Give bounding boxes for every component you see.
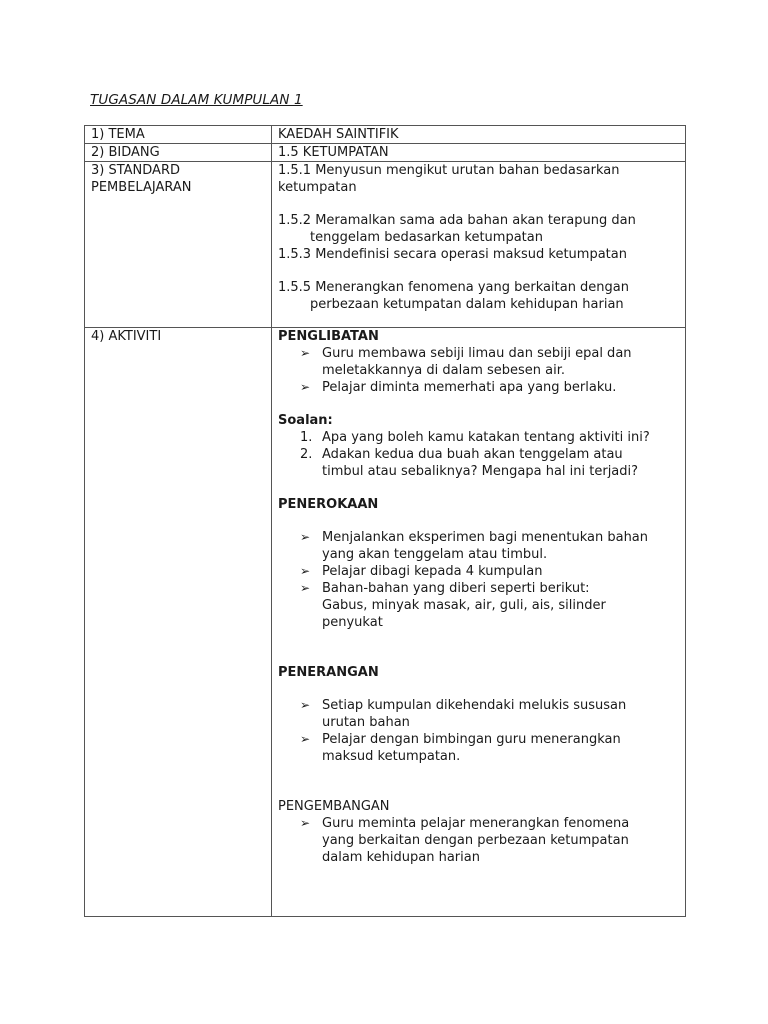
heading-pengembangan: PENGEMBANGAN <box>278 799 390 814</box>
heading-soalan: Soalan: <box>278 413 333 428</box>
list-item-text: yang akan tenggelam atau timbul. <box>322 547 548 562</box>
list-number: 2. <box>300 447 313 462</box>
list-item <box>300 815 679 866</box>
value-tema: KAEDAH SAINTIFIK <box>272 126 686 144</box>
heading-penerokaan: PENEROKAAN <box>278 497 379 512</box>
list-item-text: Guru meminta pelajar menerangkan fenomena <box>322 816 630 831</box>
list-item <box>300 446 679 480</box>
list-item-text: Bahan-bahan yang diberi seperti berikut: <box>322 581 590 596</box>
list-item-text: Guru membawa sebiji limau dan sebiji epal dan <box>322 346 632 361</box>
penerokaan-list <box>278 529 679 631</box>
standard-item: 1.5.3 Mendefinisi secara operasi maksud ketumpatan <box>278 247 627 262</box>
label-aktiviti: 4) AKTIVITI <box>85 328 272 917</box>
activity-content <box>272 328 686 917</box>
arrow-bullet-icon: ➢ <box>300 564 311 578</box>
standard-item-cont: ketumpatan <box>278 180 357 195</box>
list-item-text: Menjalankan eksperimen bagi menentukan bahan <box>322 530 649 545</box>
list-number: 1. <box>300 430 313 445</box>
list-item-text: Gabus, minyak masak, air, guli, ais, silinder <box>322 598 606 613</box>
list-item <box>300 563 679 580</box>
lesson-plan-table <box>84 125 686 917</box>
arrow-bullet-icon: ➢ <box>300 380 311 394</box>
penerangan-list <box>278 697 679 765</box>
standard-item: 1.5.5 Menerangkan fenomena yang berkaitan dengan <box>278 280 630 295</box>
arrow-bullet-icon: ➢ <box>300 581 311 595</box>
list-item <box>300 697 679 731</box>
list-item <box>300 529 679 563</box>
list-item <box>300 345 679 379</box>
heading-penerangan: PENERANGAN <box>278 665 379 680</box>
list-item-text: Pelajar dengan bimbingan guru menerangkan <box>322 732 621 747</box>
standard-list <box>272 162 686 328</box>
list-item <box>300 580 679 631</box>
table-row-aktiviti <box>85 328 686 917</box>
standard-item: 1.5.1 Menyusun mengikut urutan bahan bedasarkan <box>278 163 620 178</box>
list-item-text: Apa yang boleh kamu katakan tentang aktiviti ini? <box>322 430 650 445</box>
label-standard-line2: PEMBELAJARAN <box>91 180 192 195</box>
list-item-text: maksud ketumpatan. <box>322 749 461 764</box>
list-item-text: timbul atau sebaliknya? Mengapa hal ini terjadi? <box>322 464 639 479</box>
list-item-text: urutan bahan <box>322 715 410 730</box>
list-item-text: Pelajar dibagi kepada 4 kumpulan <box>322 564 543 579</box>
table-row-standard <box>85 162 686 328</box>
pengembangan-list <box>278 815 679 866</box>
soalan-list <box>278 429 679 480</box>
list-item-text: dalam kehidupan harian <box>322 850 480 865</box>
list-item <box>300 429 679 446</box>
arrow-bullet-icon: ➢ <box>300 530 311 544</box>
label-tema: 1) TEMA <box>85 126 272 144</box>
standard-item-cont: perbezaan ketumpatan dalam kehidupan harian <box>310 297 624 312</box>
list-item-text: meletakkannya di dalam sebesen air. <box>322 363 566 378</box>
penglibatan-list <box>278 345 679 396</box>
arrow-bullet-icon: ➢ <box>300 698 311 712</box>
list-item-text: Pelajar diminta memerhati apa yang berlaku. <box>322 380 617 395</box>
arrow-bullet-icon: ➢ <box>300 816 311 830</box>
arrow-bullet-icon: ➢ <box>300 732 311 746</box>
list-item <box>300 379 679 396</box>
table-row-bidang <box>85 144 686 162</box>
heading-penglibatan: PENGLIBATAN <box>278 329 379 344</box>
table-row-tema <box>85 126 686 144</box>
standard-item-cont: tenggelam bedasarkan ketumpatan <box>310 230 543 245</box>
list-item <box>300 731 679 765</box>
label-standard <box>85 162 272 328</box>
standard-item: 1.5.2 Meramalkan sama ada bahan akan terapung dan <box>278 213 636 228</box>
list-item-text: Setiap kumpulan dikehendaki melukis sususan <box>322 698 627 713</box>
document-title: TUGASAN DALAM KUMPULAN 1 <box>90 92 303 108</box>
arrow-bullet-icon: ➢ <box>300 346 311 360</box>
label-bidang: 2) BIDANG <box>85 144 272 162</box>
list-item-text: Adakan kedua dua buah akan tenggelam atau <box>322 447 623 462</box>
value-bidang: 1.5 KETUMPATAN <box>272 144 686 162</box>
label-standard-line1: 3) STANDARD <box>91 163 180 178</box>
list-item-text: penyukat <box>322 615 383 630</box>
list-item-text: yang berkaitan dengan perbezaan ketumpatan <box>322 833 629 848</box>
